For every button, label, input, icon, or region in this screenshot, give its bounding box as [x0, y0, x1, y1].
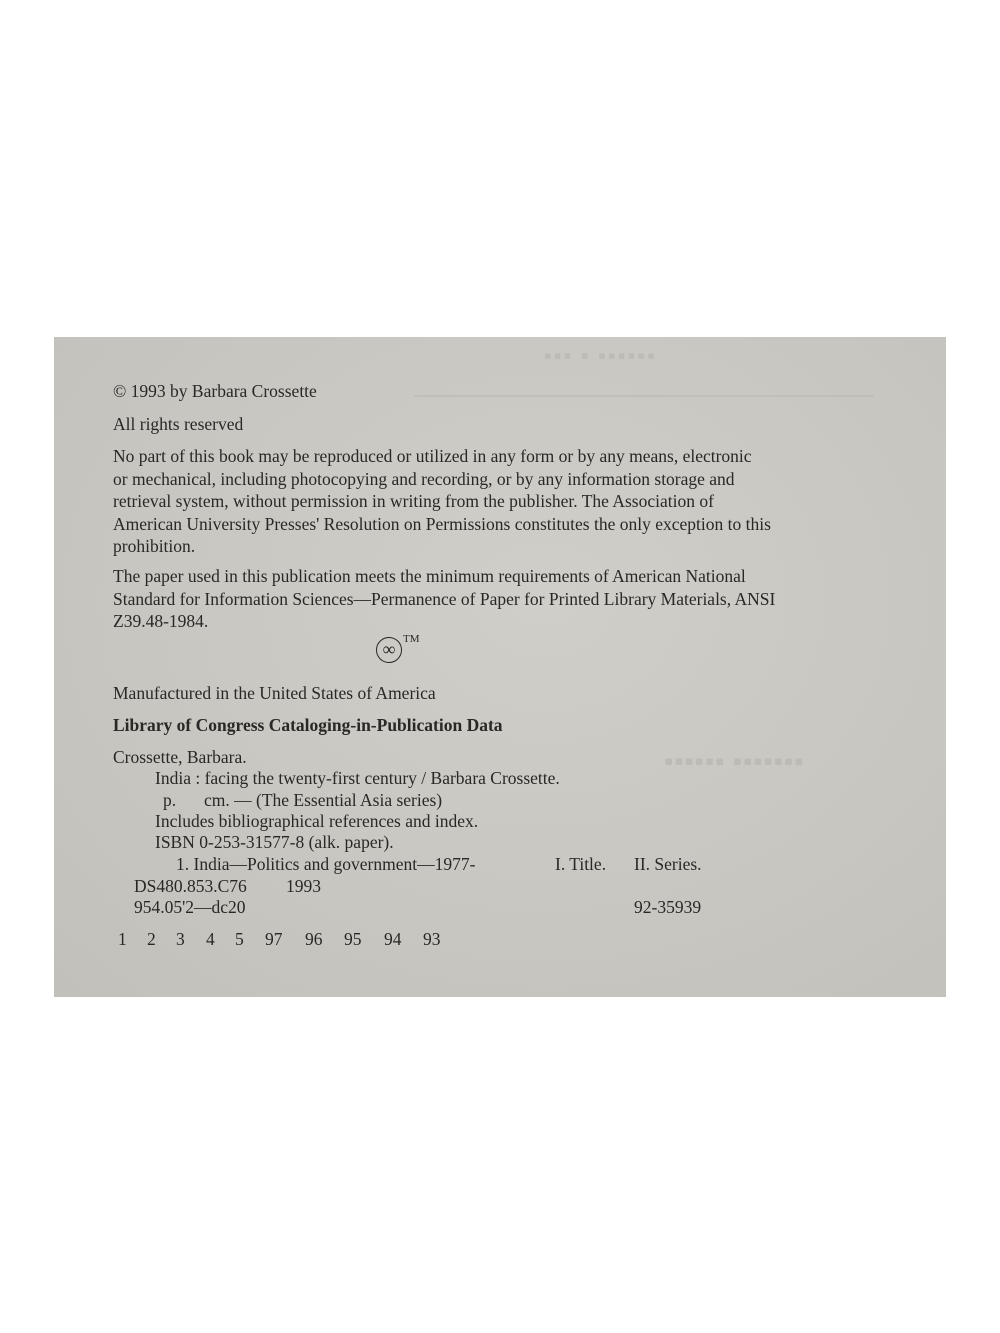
- cip-dewey: 954.05'2—dc20: [134, 897, 246, 917]
- show-through-author: ▪▪▪▪▪▪ ▪▪▪▪▪▪▪: [664, 747, 805, 776]
- cip-call-number: DS480.853.C76: [134, 876, 247, 896]
- show-through-rule: [414, 395, 874, 397]
- cip-heading: Library of Congress Cataloging-in-Publication Data: [113, 715, 503, 735]
- copyright-line: © 1993 by Barbara Crossette: [113, 381, 317, 401]
- cip-title: India : facing the twenty-first century / Barbara Crossette.: [155, 768, 560, 788]
- cip-includes: Includes bibliographical references and index.: [155, 811, 479, 831]
- paper-standard-paragraph: [113, 565, 933, 633]
- cip-pagination: p.: [163, 790, 177, 810]
- paper-line: Z39.48-1984.: [113, 611, 209, 631]
- rights-reserved: All rights reserved: [113, 414, 244, 434]
- printing-number: 97: [265, 929, 283, 949]
- permissions-line: American University Presses' Resolution on Permissions constitutes the only exception to this: [113, 513, 771, 534]
- printing-number: 95: [344, 929, 362, 949]
- printing-number: 3: [176, 929, 185, 949]
- manufactured-line: Manufactured in the United States of America: [113, 683, 436, 703]
- show-through-title: ▪▪▪ ▪ ▪▪▪▪▪▪: [544, 343, 657, 368]
- cip-call-year: 1993: [286, 876, 321, 896]
- cip-title-entry: I. Title.: [555, 854, 607, 874]
- printing-number: 1: [118, 929, 127, 949]
- paper-line: Standard for Information Sciences—Permanence of Paper for Printed Library Materials, ANSI: [113, 588, 776, 609]
- printing-number: 94: [384, 929, 402, 949]
- permissions-line: or mechanical, including photocopying and recording, or by any information storage and: [113, 468, 735, 489]
- cip-subject: 1. India—Politics and government—1977-: [176, 854, 476, 874]
- permissions-line: No part of this book may be reproduced or utilized in any form or by any means, electronic: [113, 446, 752, 466]
- printing-number: 4: [206, 929, 215, 949]
- cip-size-series: cm. — (The Essential Asia series): [204, 790, 443, 810]
- cip-isbn: ISBN 0-253-31577-8 (alk. paper).: [155, 832, 394, 852]
- permissions-line: retrieval system, without permission in writing from the publisher. The Association of: [113, 491, 714, 511]
- cip-series-entry: II. Series.: [634, 854, 702, 874]
- trademark-mark: TM: [403, 633, 420, 645]
- copyright-page: [54, 337, 946, 997]
- cip-author: Crossette, Barbara.: [113, 747, 247, 767]
- permanent-paper-symbol: [376, 633, 420, 663]
- printing-number: 2: [147, 929, 156, 949]
- printing-number: 5: [235, 929, 244, 949]
- infinity-icon: ∞: [376, 637, 402, 663]
- permissions-line: prohibition.: [113, 536, 196, 556]
- paper-line: The paper used in this publication meets the minimum requirements of American National: [113, 566, 746, 586]
- permissions-paragraph: [113, 445, 933, 558]
- printing-number: 93: [423, 929, 441, 949]
- cip-lccn: 92-35939: [634, 897, 702, 917]
- printing-number: 96: [305, 929, 323, 949]
